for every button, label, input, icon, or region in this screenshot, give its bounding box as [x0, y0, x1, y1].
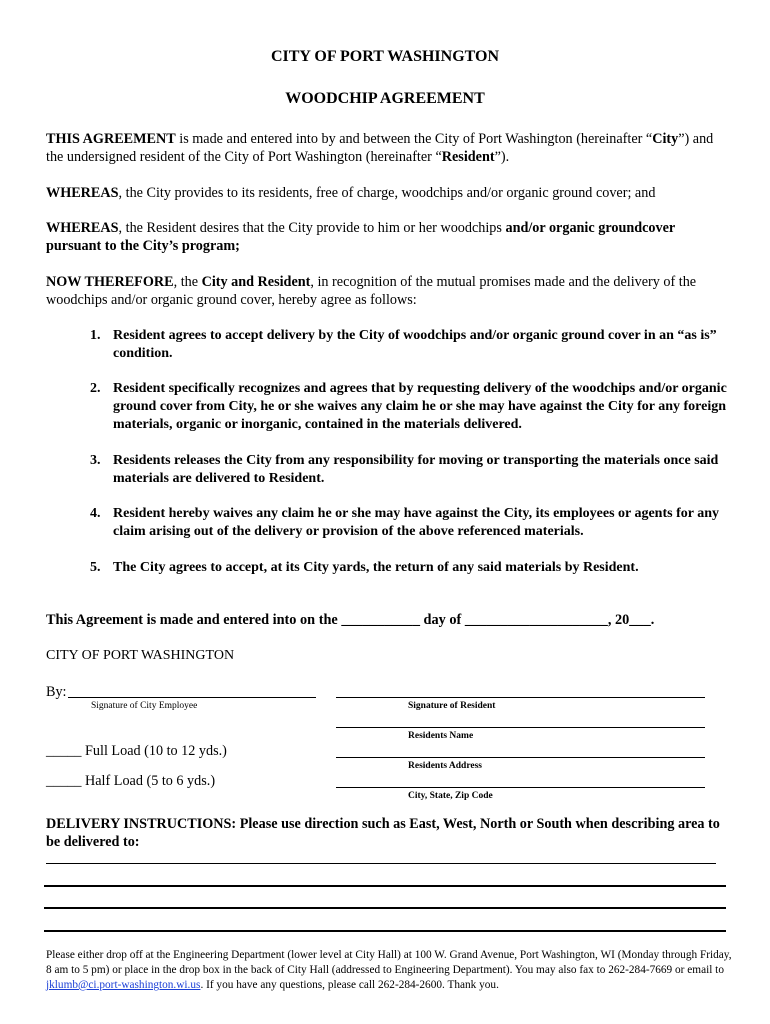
delivery-instructions-label: DELIVERY INSTRUCTIONS: [46, 816, 237, 832]
delivery-line-1[interactable] [46, 863, 716, 864]
intro-text-2: ”) and the undersigned resident of the City of Port Washington (hereinafter “ [46, 131, 714, 165]
resident-signature-line[interactable] [336, 697, 705, 698]
intro-lead: THIS AGREEMENT [46, 131, 176, 147]
full-load-option[interactable]: _____ Full Load (10 to 12 yds.) [46, 743, 227, 759]
whereas-paragraph-2 [46, 219, 726, 255]
city-state-zip-label: City, State, Zip Code [408, 791, 493, 801]
now-therefore-text-2: , in recognition of the mutual promises made and the delivery of the woodchips and/or organic ground cover, hereby agree as follows: [46, 274, 697, 308]
list-item-text: Residents releases the City from any responsibility for moving or transporting the materials once said materials are delivered to Resident. [113, 453, 719, 486]
now-therefore-paragraph [46, 273, 726, 309]
agreement-intro-paragraph [46, 130, 726, 166]
delivery-instructions [46, 815, 736, 851]
city-name-label: CITY OF PORT WASHINGTON [46, 648, 235, 663]
city-state-zip-line[interactable] [336, 787, 705, 788]
list-item [90, 452, 730, 488]
city-employee-signature-line[interactable] [68, 697, 316, 698]
list-item-number: 1. [90, 328, 101, 343]
delivery-line-3[interactable] [44, 907, 726, 909]
list-item-text: The City agrees to accept, at its City yards, the return of any said materials by Resident. [113, 560, 639, 575]
submission-text-1: Please either drop off at the Engineering Department (lower level at City Hall) at 100 W. Grand Avenue, Port Washington, WI (Monday through Friday, 8 am to 5 pm) or place in the drop box in the back of City Hall (addressed to Engineering Department). You may also fax to 262-284-7669 or email to [46, 949, 732, 976]
by-label: By: [46, 684, 67, 700]
agreement-date-line[interactable]: This Agreement is made and entered into on the ___________ day of ____________________, 20___. [46, 612, 655, 628]
document-subtitle: WOODCHIP AGREEMENT [285, 90, 485, 107]
delivery-line-4[interactable] [44, 930, 726, 932]
resident-name-line[interactable] [336, 727, 705, 728]
whereas-bold-2: and/or organic groundcover pursuant to the City’s program; [46, 220, 675, 254]
whereas-paragraph-1 [46, 184, 726, 202]
now-therefore-text-1: , the [173, 274, 202, 290]
list-item [90, 327, 730, 363]
list-item-number: 5. [90, 560, 101, 575]
list-item-text: Resident agrees to accept delivery by the City of woodchips and/or organic ground cover in an “as is” condition. [113, 328, 717, 361]
list-item [90, 380, 730, 434]
resident-address-label: Residents Address [408, 761, 482, 771]
whereas-text-1: , the City provides to its residents, free of charge, woodchips and/or organic ground cover; and [118, 185, 656, 201]
whereas-text-2: , the Resident desires that the City provide to him or her woodchips [118, 220, 506, 236]
list-item-number: 3. [90, 453, 101, 468]
delivery-line-2[interactable] [44, 885, 726, 887]
submission-instructions [46, 948, 734, 993]
whereas-lead-1: WHEREAS [46, 185, 119, 201]
list-item-number: 4. [90, 506, 101, 521]
list-item-number: 2. [90, 381, 101, 396]
list-item [90, 559, 730, 577]
document-title: CITY OF PORT WASHINGTON [270, 48, 500, 65]
whereas-lead-2: WHEREAS [46, 220, 119, 236]
list-item-text: Resident hereby waives any claim he or she may have against the City, its employees or agents for any claim arising out of the delivery or provision of the above referenced materials. [113, 506, 719, 539]
delivery-instructions-text: Please use direction such as East, West, North or South when describing area to be delivered to: [46, 816, 720, 850]
intro-city-term: City [652, 131, 679, 147]
intro-text-1: is made and entered into by and between the City of Port Washington (hereinafter “ [175, 131, 653, 147]
city-employee-signature-label: Signature of City Employee [91, 701, 198, 711]
now-therefore-parties: City and Resident [201, 274, 311, 290]
resident-address-line[interactable] [336, 757, 705, 758]
half-load-option[interactable]: _____ Half Load (5 to 6 yds.) [46, 773, 216, 789]
list-item-text: Resident specifically recognizes and agrees that by requesting delivery of the woodchips and/or organic ground cover from City, he or she waives any claim he or she may have against the City for any foreign materials, organic or inorganic, contained in the materials delivered. [113, 381, 727, 432]
intro-text-3: ”). [494, 149, 510, 165]
email-link[interactable]: jklumb@ci.port-washington.wi.us [46, 979, 201, 991]
list-item [90, 505, 730, 541]
resident-signature-label: Signature of Resident [408, 701, 496, 711]
resident-name-label: Residents Name [408, 731, 474, 741]
submission-text-2: . If you have any questions, please call 262-284-2600. Thank you. [200, 979, 499, 991]
intro-resident-term: Resident [441, 149, 495, 165]
now-therefore-lead: NOW THEREFORE [46, 274, 174, 290]
